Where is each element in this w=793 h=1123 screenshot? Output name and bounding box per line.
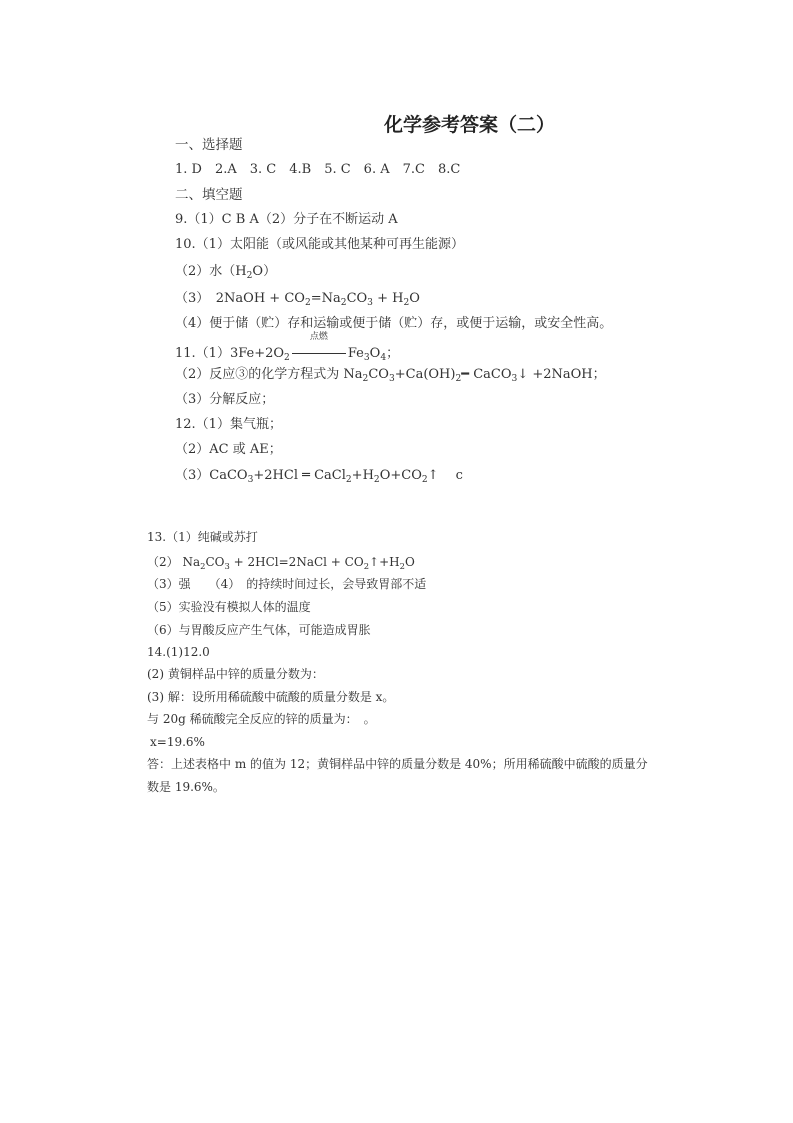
text-part: O） <box>252 264 277 279</box>
answer-line-13-3: （3）强 （4） 的持续时间过长，会导致胃部不适 <box>147 577 427 591</box>
reaction-bar <box>292 353 346 354</box>
answer-line-14-1: 14.(1)12.0 <box>147 645 210 659</box>
text-part: =Na <box>310 291 341 306</box>
text-part: （2）反应③的化学方程式为 Na <box>175 367 363 382</box>
text-part: （2）水（H <box>175 264 247 279</box>
answer-line-13-1: 13.（1）纯碱或苏打 <box>147 530 258 544</box>
text-part: +2HCl ═ CaCl <box>253 468 346 483</box>
text-part: ； <box>386 346 400 361</box>
text-part: CO <box>368 367 389 382</box>
section-heading-choice: 一、选择题 <box>175 137 243 153</box>
text-part: Fe <box>347 346 364 361</box>
answer-line-9: 9.（1）C B A（2）分子在不断运动 A <box>175 212 398 227</box>
final-answer-line-2: 数是 19.6%。 <box>147 780 225 794</box>
text-part: 11.（1）3Fe+2O <box>175 346 285 361</box>
subscript: 3 <box>388 374 395 384</box>
answer-line-1-8: 1. D 2.A 3. C 4.B 5. C 6. A 7.C 8.C <box>175 162 461 177</box>
subscript: 2 <box>362 374 369 384</box>
subscript: 3 <box>511 374 518 384</box>
subscript: 2 <box>373 475 380 485</box>
text-part: CO <box>346 291 368 306</box>
answer-line-12-1: 12.（1）集气瓶； <box>175 417 282 432</box>
subscript: 2 <box>304 298 311 308</box>
text-part: （2） Na <box>147 555 201 569</box>
text-part: O <box>369 346 381 361</box>
subscript: 2 <box>421 475 428 485</box>
subscript: 4 <box>380 353 387 363</box>
answer-line-13-5: （5）实验没有模拟人体的温度 <box>147 600 311 614</box>
text-part: （3）CaCO <box>175 468 248 483</box>
subscript: 2 <box>455 374 462 384</box>
subscript: 2 <box>246 271 253 281</box>
text-part: O+CO <box>379 468 422 483</box>
answer-line-14-3: (3) 解：设所用稀硫酸中硫酸的质量分数是 x。 <box>147 690 395 704</box>
subscript: 2 <box>399 561 405 571</box>
text-part: + 2HCl=2NaCl + CO <box>229 555 364 569</box>
answer-line-13-2 <box>147 553 415 571</box>
reaction-condition-label: 点燃 <box>309 332 328 342</box>
answer-line-14-2: (2) 黄铜样品中锌的质量分数为： <box>147 667 324 681</box>
text-part: O <box>409 291 420 306</box>
subscript: 2 <box>345 475 352 485</box>
subscript: 3 <box>367 298 373 308</box>
answer-line-10-4: （4）便于储（贮）存和运输或便于储（贮）存，或便于运输，或安全性高。 <box>175 316 613 331</box>
answer-line-10-1: 10.（1）太阳能（或风能或其他某种可再生能源） <box>175 237 464 252</box>
answer-line-13-6: （6）与胃酸反应产生气体，可能造成胃胀 <box>147 623 371 637</box>
reaction-condition-arrow <box>292 332 346 363</box>
text-part: +H <box>351 468 374 483</box>
subscript: 2 <box>340 298 347 308</box>
section-heading-fill: 二、填空题 <box>175 187 243 203</box>
subscript: 3 <box>224 561 230 571</box>
text-part: ↑+H <box>369 555 400 569</box>
subscript: 2 <box>363 561 370 571</box>
subscript: 3 <box>247 475 254 485</box>
answer-line-10-2 <box>175 263 276 281</box>
answer-line-11-2 <box>175 366 606 384</box>
final-answer-line-1: 答：上述表格中 m 的值为 12；黄铜样品中锌的质量分数是 40%；所用稀硫酸中硫酸的质量分 <box>147 757 648 771</box>
answer-line-12-2: （2）AC 或 AE； <box>175 442 282 457</box>
answer-line-10-3 <box>175 290 420 308</box>
text-part: CO <box>205 555 225 569</box>
subscript: 2 <box>284 353 290 363</box>
text-part: ↑ c <box>427 468 463 483</box>
text-part: ━ CaCO <box>461 367 512 382</box>
text-part: （3） 2NaOH + CO <box>175 291 305 306</box>
text-part: +Ca(OH) <box>394 367 456 382</box>
answer-line-14-4: 与 20g 稀硫酸完全反应的锌的质量为： 。 <box>147 712 376 726</box>
answer-line-14-5: x=19.6% <box>150 735 205 749</box>
subscript: 2 <box>200 561 206 571</box>
text-part: ↓ +2NaOH； <box>517 367 606 382</box>
text-part: O <box>404 555 415 569</box>
subscript: 2 <box>403 298 410 308</box>
answer-line-11-1 <box>175 332 400 363</box>
text-part: + H <box>372 291 404 306</box>
subscript: 3 <box>363 353 370 363</box>
page-title: 化学参考答案（二） <box>384 114 556 136</box>
answer-line-11-3: （3）分解反应； <box>175 392 275 407</box>
answer-line-12-3 <box>175 467 463 485</box>
